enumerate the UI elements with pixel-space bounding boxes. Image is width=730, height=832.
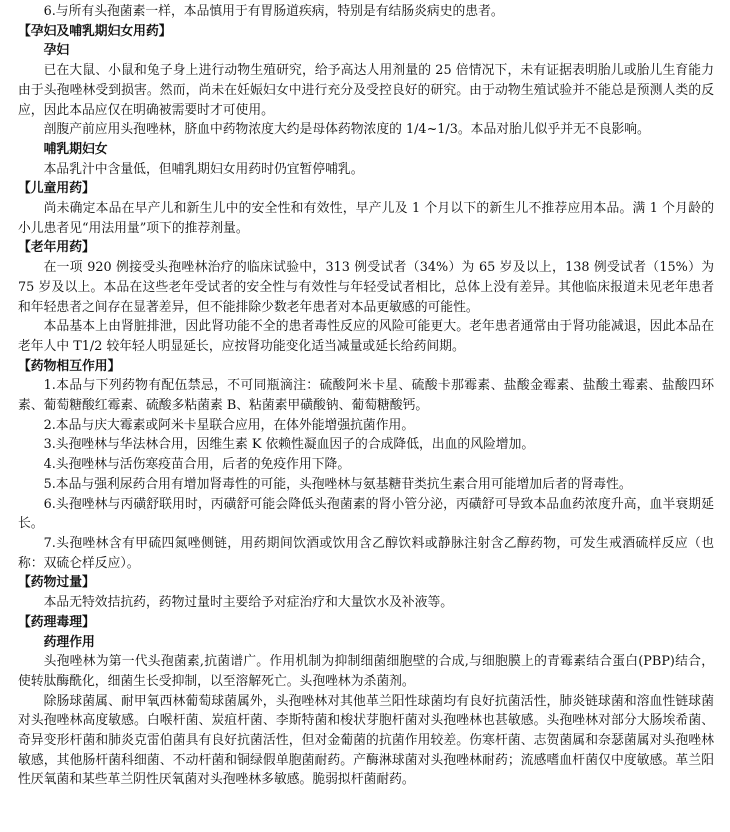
paragraph: 7.头孢唑林含有甲硫四氮唑侧链，用药期间饮酒或饮用含乙醇饮料或静脉注射含乙醇药物，可发生戒酒硫样反应（也称：双硫仑样反应）。 (18, 535, 714, 571)
paragraph: 头孢唑林为第一代头孢菌素,抗菌谱广。作用机制为抑制细菌细胞壁的合成,与细胞膜上的青霉素结合蛋白(PBP)结合，使转肽酶酰化，细菌生长受抑制，以至溶解死亡。头孢唑林为杀菌剂。 (18, 654, 714, 689)
section-heading: 【儿童用药】 (18, 181, 95, 197)
paragraph: 6.与所有头孢菌素一样，本品慎用于有胃肠道疾病，特别是有结肠炎病史的患者。 (43, 4, 504, 19)
paragraph: 6.头孢唑林与丙磺舒联用时，丙磺舒可能会降低头孢菌素的肾小管分泌，丙磺舒可导致本品血药浓度升高，血半衰期延长。 (18, 496, 714, 532)
paragraph: 已在大鼠、小鼠和兔子身上进行动物生殖研究，给予高达人用剂量的 25 倍情况下，未有证据表明胎儿或胎儿生育能力由于头孢唑林受到损害。然而，尚未在妊娠妇女中进行充分及受控良好的研究。由于动物生殖试验并不能总是预测人类的反应，因此本品应仅在明确被需要时才可使用。 (18, 63, 714, 118)
paragraph: 3.头孢唑林与华法林合用，因维生素 K 依赖性凝血因子的合成降低，出血的风险增加。 (43, 437, 535, 453)
subsection-heading: 哺乳期妇女 (43, 141, 108, 157)
paragraph: 2.本品与庆大霉素或阿米卡星联合应用，在体外能增强抗菌作用。 (43, 417, 415, 433)
paragraph: 尚未确定本品在早产儿和新生儿中的安全性和有效性，早产儿及 1 个月以下的新生儿不推荐应用本品。满 1 个月龄的小儿患者见“用法用量”项下的推荐剂量。 (18, 201, 714, 236)
subsection-heading: 孕妇 (43, 43, 70, 59)
paragraph: 除肠球菌属、耐甲氧西林葡萄球菌属外，头孢唑林对其他革兰阳性球菌均有良好抗菌活性，肺炎链球菌和溶血性链球菌对头孢唑林高度敏感。白喉杆菌、炭疽杆菌、李斯特菌和梭状芽胞杆菌对头孢唑林也甚敏感。头孢唑林对部分大肠埃希菌、奇异变形杆菌和肺炎克雷伯菌具有良好抗菌活性，但对金葡菌的抗菌作用较差。伤寒杆菌、志贺菌属和奈瑟菌属对头孢唑林敏感，其他肠杆菌科细菌、不动杆菌和铜绿假单胞菌耐药。产酶淋球菌对头孢唑林耐药；流感嗜血杆菌仅中度敏感。革兰阳性厌氧菌和某些革兰阴性厌氧菌对头孢唑林多敏感。脆弱拟杆菌耐药。 (18, 693, 714, 788)
paragraph: 本品基本上由肾脏排泄，因此肾功能不全的患者毒性反应的风险可能更大。老年患者通常由于肾功能减退，因此本品在老年人中 T1/2 较年轻人明显延长，应按肾功能变化适当减量或延长给药间期。 (18, 319, 714, 354)
paragraph: 剖腹产前应用头孢唑林，脐血中药物浓度大约是母体药物浓度的 1/4~1/3。本品对胎儿似乎并无不良影响。 (43, 122, 650, 138)
subsection-heading: 药理作用 (43, 634, 95, 650)
paragraph: 1.本品与下列药物有配伍禁忌，不可同瓶滴注：硫酸阿米卡星、硫酸卡那霉素、盐酸金霉素、盐酸土霉素、盐酸四环素、葡萄糖酸红霉素、硫酸多粘菌素 B、粘菌素甲磺酸钠、葡萄糖酸钙。 (18, 378, 714, 414)
paragraph: 本品无特效拮抗药，药物过量时主要给予对症治疗和大量饮水及补液等。 (43, 595, 454, 611)
section-heading: 【孕妇及哺乳期妇女用药】 (18, 23, 172, 39)
section-heading: 【药物相互作用】 (18, 358, 121, 374)
paragraph: 5.本品与强利尿药合用有增加肾毒性的可能，头孢唑林与氨基糖苷类抗生素合用可能增加后者的肾毒性。 (43, 476, 632, 492)
section-heading: 【药理毒理】 (18, 614, 95, 630)
paragraph: 4.头孢唑林与活伤寒疫苗合用，后者的免疫作用下降。 (43, 457, 351, 473)
section-heading: 【药物过量】 (18, 575, 95, 591)
section-heading: 【老年用药】 (18, 240, 95, 256)
paragraph: 在一项 920 例接受头孢唑林治疗的临床试验中，313 例受试者（34%）为 65 岁及以上，138 例受试者（15%）为 75 岁及以上。本品在这些老年受试者的安全性与有效性与年轻受试者相比，总体上没有差异。其他临床报道未见老年患者和年轻患者之间存在显著差异，但不能排除少数老年患者对本品更敏感的可能性。 (18, 260, 714, 315)
paragraph: 本品乳汁中含量低，但哺乳期妇女用药时仍宜暂停哺乳。 (43, 161, 364, 177)
